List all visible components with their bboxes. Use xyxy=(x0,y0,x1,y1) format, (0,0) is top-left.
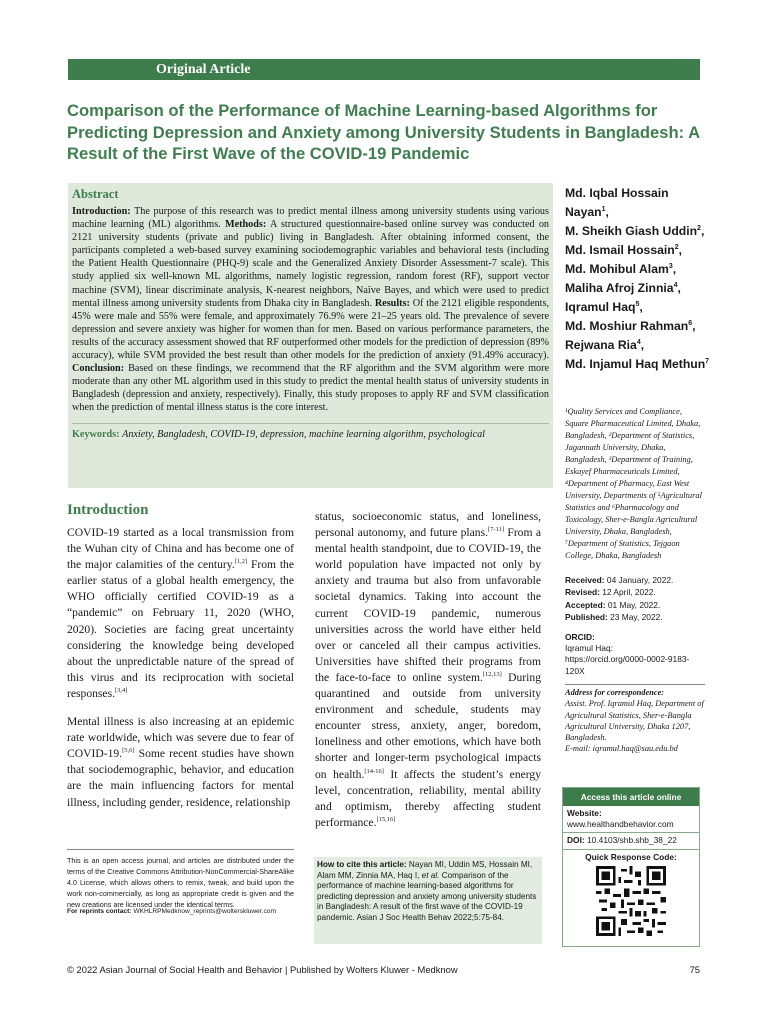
license-notice: This is an open access journal, and articles are distributed under the terms of the Creative Commons Attribution-NonCommercial-ShareAlike 4.0 License, which allows others to remix, tweak, and build upon the work non-commercially, as long as appropriate credit is given and the new creations are licensed under the identical terms. xyxy=(67,849,294,911)
affiliations: ¹Quality Services and Compliance, Square Pharmaceutical Limited, Dhaka, Bangladesh, ²Department of Statistics, Jagannath University, Dhaka, Bangladesh, ³Department of Training, Eskayef Pharmaceuticals Limited, ⁴Department of Pharmacy, East West University, Departments of ⁵Agricultural Statistics and ⁶Pharmacology and Toxicology, Sher-e-Bangla Agricultural University, Dhaka, Bangladesh, ⁷Department of Statistics, Tejgaon College, Dhaka, Bangladesh xyxy=(565,407,702,560)
access-heading: Access this article online xyxy=(563,788,699,806)
doi-link[interactable]: 10.4103/shb.shb_38_22 xyxy=(587,835,677,846)
article-type-band xyxy=(68,59,700,80)
abstract-methods-label: Methods: xyxy=(224,219,267,231)
date-label: Published: xyxy=(565,611,608,622)
text-run: During quarantined and outside from university environment and schedule, students may encounter stress, anxiety, anger, boredom, loneliness and other emotions, which have both shorter and longer-term psychological impacts on health. xyxy=(315,670,541,781)
date-value: 01 May, 2022. xyxy=(607,599,661,610)
affiliation-marker: 7 xyxy=(705,357,710,365)
keywords-line xyxy=(72,428,549,441)
citation-ref[interactable]: [7-11] xyxy=(488,526,505,534)
abstract-conclusion-label: Conclusion: xyxy=(72,363,125,375)
author-entry: M. Sheikh Giash Uddin$^2$, xyxy=(565,224,705,238)
cite-text-b: Comparison of the performance of machine learning-based algorithms for predicting depression and anxiety among university students in Bangladesh: A result of the first wave of the COVID-19 pandemic. Asian J Soc Health Behav 2022;5:75-84. xyxy=(317,870,537,922)
reprints-email[interactable]: WKHLRPMedknow_reprints@wolterskluwer.com xyxy=(133,908,276,915)
keywords-text: Anxiety, Bangladesh, COVID-19, depression, machine learning algorithm, psychological xyxy=(122,428,486,440)
body-column-right xyxy=(315,509,541,843)
citation-ref[interactable]: [15,16] xyxy=(376,815,396,823)
article-type-label: Original Article xyxy=(156,62,251,77)
doi-row xyxy=(563,833,699,849)
author-name: Rejwana Ria xyxy=(565,338,637,352)
text-run: status, socioeconomic status, and loneliness, personal autonomy, and future plans. xyxy=(315,510,541,540)
author-name: Md. Iqbal Hossain Nayan xyxy=(565,186,669,219)
date-published xyxy=(565,611,715,623)
affiliation-marker: 2 xyxy=(674,243,679,251)
article-dates xyxy=(565,574,715,623)
reprints-label: For reprints contact: xyxy=(67,908,132,915)
qr-label: Quick Response Code: xyxy=(585,851,677,862)
author-name: Maliha Afroj Zinnia xyxy=(565,281,674,295)
citation-ref[interactable]: [5,6] xyxy=(122,747,135,755)
access-online-box xyxy=(562,787,700,947)
abstract-divider xyxy=(72,423,549,424)
keywords-label: Keywords: xyxy=(72,428,120,440)
orcid-link[interactable]: https://orcid.org/0000-0002-9183-120X xyxy=(565,654,690,676)
cite-et-al: et al. xyxy=(421,870,440,880)
affiliation-marker: 1 xyxy=(601,205,606,213)
author-entry: Md. Moshiur Rahman$^6$, xyxy=(565,319,696,333)
date-value: 23 May, 2022. xyxy=(610,611,663,622)
author-entry: Md. Ismail Hossain$^2$, xyxy=(565,243,683,257)
affiliation-marker: 2 xyxy=(697,224,701,232)
citation-ref[interactable]: [12,13] xyxy=(482,671,502,679)
date-label: Received: xyxy=(565,575,605,585)
abstract-heading: Abstract xyxy=(72,187,119,201)
abstract-methods-text: A structured questionnaire-based online survey was conducted on 2121 university students (private and public) living in Bangladesh. After obtaining informed consent, the participants completed a web-based survey examining sociodemographic variables and behavioral tests (including the Patient Health Questionnaire (PHQ-9) scale and the Generalized Anxiety Disorder Assessment-7 scale). This study applied six well-known ML algorithms, namely logistic regression, random forest (RF), support vector machine (SVM), linear discriminate analysis, K-nearest neighbors, Naïve Bayes, and which were used to predict mental illness among university students from Dhaka city in Bangladesh. xyxy=(72,219,550,309)
orcid-author: Iqramul Haq: xyxy=(565,643,613,654)
correspondence-email[interactable]: E-mail: iqramul.haq@sau.edu.bd xyxy=(565,744,678,754)
abstract-results-text: Of the 2121 eligible respondents, 45% were male and 55% were female, and approximately 76.9% were 21–25 years old. The prevalence of severe depression and severe anxiety was higher for women than for men. Based on various performance parameters, the results of the accuracy assessment showed that RF outperformed other models for the prediction of depression (89% accuracy), while SVM provided the best result than other models for the prediction of anxiety (91.49% accuracy). xyxy=(72,297,550,362)
abstract-body xyxy=(72,205,549,415)
text-run: Some recent studies have shown that sociodemographic, behavior, and education are the main influencing factors for mental illness, including gender, residence, relationship xyxy=(67,747,294,809)
date-value: 12 April, 2022. xyxy=(602,587,656,598)
author-entry: Md. Mohibul Alam$^3$, xyxy=(565,262,677,276)
abstract-box xyxy=(68,183,553,488)
citation-ref[interactable]: [1,2] xyxy=(234,558,248,566)
cite-label: How to cite this article: xyxy=(317,860,407,869)
date-value: 04 January, 2022. xyxy=(606,575,674,585)
website-label: Website: xyxy=(567,808,602,818)
author-entry xyxy=(565,355,715,374)
abstract-intro-text: The purpose of this research was to predict mental illness among university students using various machine learning (ML) algorithms. xyxy=(72,206,549,231)
introduction-heading: Introduction xyxy=(67,502,149,518)
website-row xyxy=(563,806,699,833)
article-title: Comparison of the Performance of Machine Learning-based Algorithms for Predicting Depression and Anxiety among University Students in Bangladesh: A Result of the First Wave of the COVID-19 Pandemic xyxy=(67,101,700,163)
abstract-conclusion-text: Based on these findings, we recommend that the RF algorithm and the SVM algorithm were more moderate than any other ML algorithm used in this study to predict the mental health status of university students in Bangladesh (depression and anxiety, respectively). Finally, this study proposes to apply RF and SVM classification when the prediction of mental illness status is the core interest. xyxy=(72,363,550,414)
orcid-block xyxy=(565,632,705,677)
date-label: Accepted: xyxy=(565,599,606,610)
qr-code-icon[interactable] xyxy=(596,866,666,936)
author-name: Md. Moshiur Rahman xyxy=(565,319,689,333)
date-accepted xyxy=(565,599,715,611)
author-entry: Maliha Afroj Zinnia$^4$, xyxy=(565,281,681,295)
page-number: 75 xyxy=(689,964,700,975)
citation-ref[interactable]: [3,4] xyxy=(114,687,128,695)
author-name: Md. Mohibul Alam xyxy=(565,262,669,276)
text-run: COVID-19 started as a local transmission from the Wuhan city of China and has become one of the major calamities of the century. xyxy=(67,526,294,572)
text-run: From a mental health standpoint, due to COVID-19, the world population have impacted not only by anxiety and trauma but also from unfavorable societal dynamics. Taking into account the current COVID-19 pandemic, numerous universities across the world have either held over or canceled all their campus activities. Universities have shifted their programs from the face-to-face to online system. xyxy=(315,526,541,684)
intro-paragraph-3 xyxy=(315,509,541,831)
website-link[interactable]: www.healthandbehavior.com xyxy=(567,819,674,830)
intro-paragraph-1 xyxy=(67,525,294,702)
author-name: Iqramul Haq xyxy=(565,300,636,314)
cite-text-a: Nayan MI, Uddin MS, Hossain MI, Alam MM, Zinnia MA, Haq I, xyxy=(317,860,533,880)
text-run: It affects the student’s energy level, concentration, reliability, mental ability and optimism, thereby affecting student performance. xyxy=(315,767,542,829)
orcid-label: ORCID: xyxy=(565,632,595,642)
correspondence-label: Address for correspondence: xyxy=(565,688,665,697)
how-to-cite-box xyxy=(314,857,542,944)
author-entry: Md. Iqbal Hossain Nayan$^1$, xyxy=(565,186,669,219)
page-footer xyxy=(67,964,700,975)
affiliation-marker: 6 xyxy=(688,319,693,327)
author-name: Md. Injamul Haq Methun xyxy=(565,357,706,371)
doi-label: DOI: xyxy=(567,835,585,846)
date-label: Revised: xyxy=(565,587,600,598)
author-list xyxy=(565,184,715,374)
affiliation-marker: 4 xyxy=(636,338,641,346)
citation-ref[interactable]: [14-16] xyxy=(364,767,384,775)
date-revised xyxy=(565,586,715,598)
author-name: M. Sheikh Giash Uddin xyxy=(565,224,698,238)
author-name: Md. Ismail Hossain xyxy=(565,243,675,257)
affiliation-marker: 4 xyxy=(673,281,678,289)
text-run: From the earlier status of a global health emergency, the WHO officially certified COVID-19 as a “pandemic” on February 11, 2020 (WHO, 2020). Societies are facing great uncertainty considering the knowledge being developed about the unpredictable nature of the spread of this virus and its reciprocation with societal responses. xyxy=(67,558,294,700)
abstract-intro-label: Introduction: xyxy=(72,206,131,217)
abstract-results-label: Results: xyxy=(374,297,410,309)
footer-text: © 2022 Asian Journal of Social Health and Behavior | Published by Wolters Kluwer - Medknow xyxy=(67,964,458,975)
date-received xyxy=(565,574,715,586)
intro-paragraph-2 xyxy=(67,714,294,811)
text-run: Mental illness is also increasing at an epidemic rate worldwide, which was severe due to fear of COVID-19. xyxy=(67,715,294,761)
author-entry: Iqramul Haq$^5$, xyxy=(565,300,643,314)
body-column-left xyxy=(67,525,294,823)
correspondence-address: Assist. Prof. Iqramul Haq, Department of Agricultural Statistics, Sher-e-Bangla Agricultural University, Dhaka 1207, Bangladesh. xyxy=(565,699,704,743)
reprints-contact xyxy=(67,908,307,915)
affiliation-marker: 5 xyxy=(635,300,640,308)
author-entry: Rejwana Ria$^4$, xyxy=(565,338,645,352)
affiliation-marker: 3 xyxy=(668,262,673,270)
correspondence-block xyxy=(565,684,705,755)
